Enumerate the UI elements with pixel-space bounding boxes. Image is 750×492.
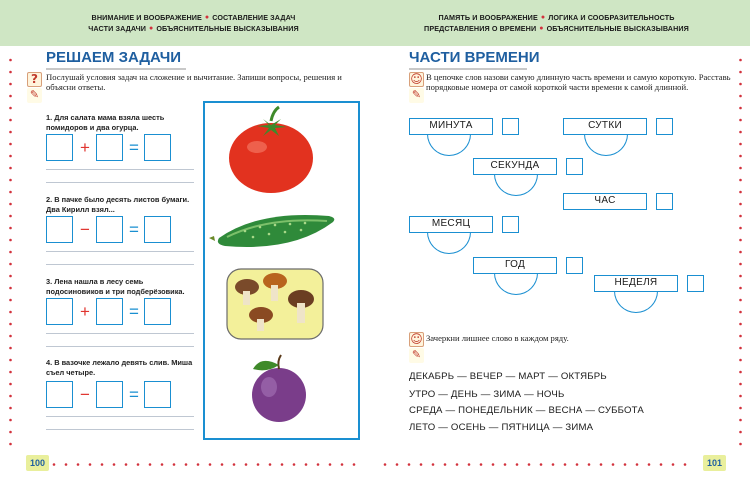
face-icon: ☺ <box>410 332 423 346</box>
illustration-frame <box>203 101 360 440</box>
answer-box[interactable] <box>46 134 73 161</box>
word-box: МЕСЯЦ <box>409 216 493 233</box>
equals-sign: = <box>129 302 139 321</box>
header-bullet: ● <box>149 25 154 32</box>
chain-arc <box>427 232 471 254</box>
writing-line[interactable] <box>46 416 194 417</box>
writing-line[interactable] <box>46 182 194 183</box>
task-instruction: Послушай условия задач на сложение и вычитание. Запиши вопросы, решения и объясни ответы. <box>46 72 342 92</box>
writing-line[interactable] <box>46 333 194 334</box>
header-topic: ОБЪЯСНИТЕЛЬНЫЕ ВЫСКАЗЫВАНИЯ <box>156 24 299 33</box>
number-box[interactable] <box>502 216 519 233</box>
illustrations <box>205 103 358 438</box>
answer-box[interactable] <box>46 216 73 243</box>
page-title: РЕШАЕМ ЗАДАЧИ <box>46 49 182 66</box>
header-bullet: ● <box>540 14 546 21</box>
writing-line[interactable] <box>46 346 194 347</box>
bottom-dotted-border <box>52 463 368 466</box>
left-header <box>0 0 375 46</box>
header-topic: ОБЪЯСНИТЕЛЬНЫЕ ВЫСКАЗЫВАНИЯ <box>546 24 689 33</box>
header-topic: ПАМЯТЬ И ВООБРАЖЕНИЕ <box>438 13 538 22</box>
task-text: 1. Для салата мама взяла шесть помидоров и два огурца. <box>46 113 165 132</box>
task-instruction: Зачеркни лишнее слово в каждом ряду. <box>426 333 569 343</box>
answer-box[interactable] <box>144 216 171 243</box>
header-topic: ЧАСТИ ЗАДАЧИ <box>88 24 147 33</box>
page-number: 100 <box>26 455 49 471</box>
answer-box[interactable] <box>96 134 123 161</box>
number-box[interactable] <box>656 118 673 135</box>
question-icon: ? <box>27 72 42 87</box>
answer-box[interactable] <box>46 381 73 408</box>
number-box[interactable] <box>502 118 519 135</box>
cucumber-icon <box>209 215 334 247</box>
word-box: СУТКИ <box>563 118 647 135</box>
task-instruction: В цепочке слов назови самую длинную часть времени и самую короткую. Расставь порядковые номера от самой короткой части времени к самой длинной. <box>426 72 731 92</box>
word-box: МИНУТА <box>409 118 493 135</box>
word-series-row[interactable]: ЛЕТО — ОСЕНЬ — ПЯТНИЦА — ЗИМА <box>409 422 594 433</box>
word-series-row[interactable]: УТРО — ДЕНЬ — ЗИМА — НОЧЬ <box>409 389 565 400</box>
task-text: 2. В пачке было десять листов бумаги. Два Кирилл взял... <box>46 195 190 214</box>
word-series-row[interactable]: СРЕДА — ПОНЕДЕЛЬНИК — ВЕСНА — СУББОТА <box>409 405 645 416</box>
answer-box[interactable] <box>96 216 123 243</box>
answer-box[interactable] <box>96 298 123 325</box>
minus-sign: − <box>80 220 90 239</box>
writing-line[interactable] <box>46 251 194 252</box>
title-underline <box>46 68 186 70</box>
header-bullet: ● <box>204 14 210 21</box>
writing-line[interactable] <box>46 169 194 170</box>
answer-box[interactable] <box>144 134 171 161</box>
chain-arc <box>494 174 538 196</box>
writing-line[interactable] <box>46 429 194 430</box>
chain-arc <box>494 273 538 295</box>
answer-box[interactable] <box>96 381 123 408</box>
word-box: СЕКУНДА <box>473 158 557 175</box>
page-title: ЧАСТИ ВРЕМЕНИ <box>409 49 540 66</box>
header-topic: ВНИМАНИЕ И ВООБРАЖЕНИЕ <box>91 13 202 22</box>
chain-arc <box>427 134 471 156</box>
left-dotted-border <box>9 58 12 448</box>
header-bullet: ● <box>539 25 544 32</box>
equals-sign: = <box>129 220 139 239</box>
pencil-icon: ✎ <box>409 348 424 363</box>
task-text: 4. В вазочке лежало девять слив. Миша съел четыре. <box>46 358 193 377</box>
number-box[interactable] <box>566 158 583 175</box>
pencil-icon: ✎ <box>27 88 42 103</box>
page-number: 101 <box>703 455 726 471</box>
answer-box[interactable] <box>46 298 73 325</box>
plum-icon <box>252 355 306 422</box>
right-dotted-border <box>739 58 742 448</box>
bottom-dotted-border <box>383 463 699 466</box>
task-text: 3. Лена нашла в лесу семь подосиновиков и три подберёзовика. <box>46 277 185 296</box>
word-box: ЧАС <box>563 193 647 210</box>
number-box[interactable] <box>566 257 583 274</box>
tomato-icon <box>229 107 313 193</box>
header-topic: ЛОГИКА И СООБРАЗИТЕЛЬНОСТЬ <box>548 13 675 22</box>
plus-sign: + <box>80 138 90 157</box>
word-box: НЕДЕЛЯ <box>594 275 678 292</box>
writing-line[interactable] <box>46 264 194 265</box>
answer-box[interactable] <box>144 298 171 325</box>
word-box: ГОД <box>473 257 557 274</box>
word-series-row[interactable]: ДЕКАБРЬ — ВЕЧЕР — МАРТ — ОКТЯБРЬ <box>409 371 607 382</box>
minus-sign: − <box>80 385 90 404</box>
equals-sign: = <box>129 385 139 404</box>
chain-arc <box>614 291 658 313</box>
number-box[interactable] <box>687 275 704 292</box>
header-topic: ПРЕДСТАВЛЕНИЯ О ВРЕМЕНИ <box>424 24 537 33</box>
header-topic: СОСТАВЛЕНИЕ ЗАДАЧ <box>212 13 296 22</box>
face-icon: ☺ <box>410 72 423 86</box>
answer-box[interactable] <box>144 381 171 408</box>
mushroom-plate-icon <box>227 269 323 339</box>
pencil-icon: ✎ <box>409 88 424 103</box>
chain-arc <box>584 134 628 156</box>
title-underline <box>409 68 527 70</box>
number-box[interactable] <box>656 193 673 210</box>
equals-sign: = <box>129 138 139 157</box>
plus-sign: + <box>80 302 90 321</box>
right-header <box>375 0 750 46</box>
